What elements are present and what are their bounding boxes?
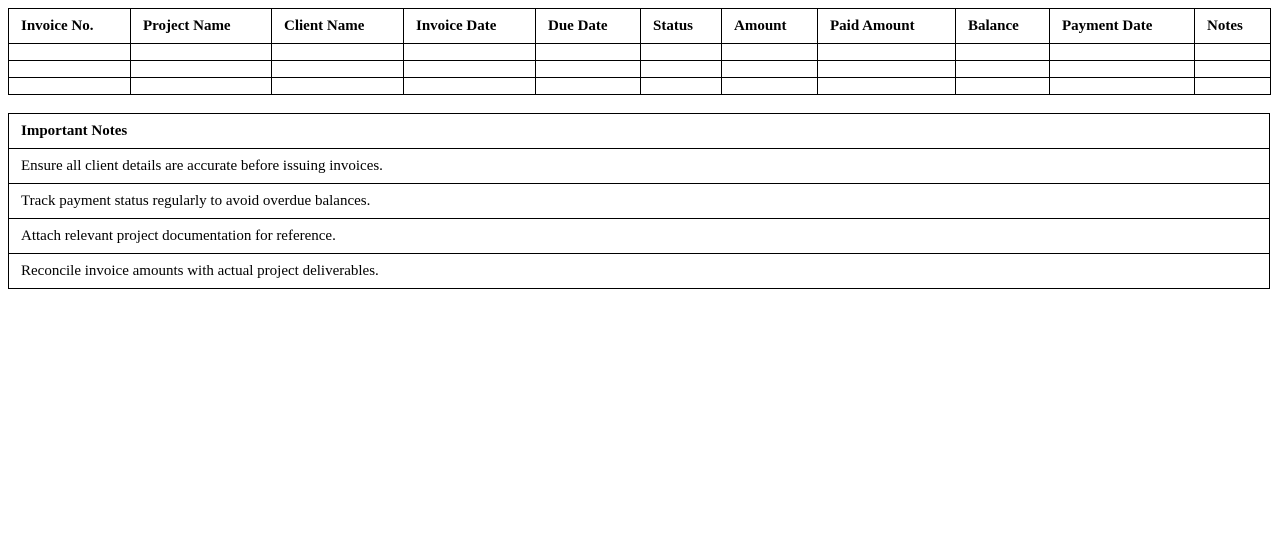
table-cell[interactable] <box>1050 61 1195 78</box>
important-notes-table <box>8 113 1270 289</box>
table-cell[interactable] <box>1195 44 1271 61</box>
table-cell[interactable] <box>536 44 641 61</box>
table-row <box>9 78 1271 95</box>
list-item <box>9 254 1270 289</box>
table-cell[interactable] <box>956 44 1050 61</box>
table-cell[interactable] <box>536 78 641 95</box>
page-content <box>8 8 1270 289</box>
table-cell[interactable] <box>131 78 272 95</box>
table-cell[interactable] <box>9 44 131 61</box>
column-header-status: Status <box>641 9 722 44</box>
table-cell[interactable] <box>1195 61 1271 78</box>
notes-title: Important Notes <box>9 114 1270 149</box>
table-cell[interactable] <box>641 78 722 95</box>
column-header-invoice-no: Invoice No. <box>9 9 131 44</box>
column-header-project-name: Project Name <box>131 9 272 44</box>
note-text: Track payment status regularly to avoid overdue balances. <box>9 184 1270 219</box>
table-cell[interactable] <box>818 44 956 61</box>
table-cell[interactable] <box>1050 78 1195 95</box>
table-cell[interactable] <box>818 61 956 78</box>
table-cell[interactable] <box>404 61 536 78</box>
invoice-table <box>8 8 1271 95</box>
column-header-payment-date: Payment Date <box>1050 9 1195 44</box>
list-item <box>9 184 1270 219</box>
table-cell[interactable] <box>722 61 818 78</box>
table-cell[interactable] <box>404 78 536 95</box>
table-cell[interactable] <box>1195 78 1271 95</box>
table-cell[interactable] <box>404 44 536 61</box>
table-cell[interactable] <box>641 44 722 61</box>
note-text: Reconcile invoice amounts with actual project deliverables. <box>9 254 1270 289</box>
column-header-invoice-date: Invoice Date <box>404 9 536 44</box>
table-cell[interactable] <box>131 44 272 61</box>
table-cell[interactable] <box>818 78 956 95</box>
column-header-client-name: Client Name <box>272 9 404 44</box>
table-cell[interactable] <box>9 61 131 78</box>
note-text: Attach relevant project documentation for reference. <box>9 219 1270 254</box>
table-cell[interactable] <box>956 61 1050 78</box>
column-header-due-date: Due Date <box>536 9 641 44</box>
table-cell[interactable] <box>131 61 272 78</box>
table-cell[interactable] <box>272 78 404 95</box>
column-header-notes: Notes <box>1195 9 1271 44</box>
list-item <box>9 219 1270 254</box>
table-cell[interactable] <box>272 44 404 61</box>
table-cell[interactable] <box>956 78 1050 95</box>
table-row <box>9 44 1271 61</box>
invoice-table-header-row <box>9 9 1271 44</box>
column-header-balance: Balance <box>956 9 1050 44</box>
list-item <box>9 149 1270 184</box>
column-header-amount: Amount <box>722 9 818 44</box>
column-header-paid-amount: Paid Amount <box>818 9 956 44</box>
table-cell[interactable] <box>722 78 818 95</box>
table-cell[interactable] <box>1050 44 1195 61</box>
table-cell[interactable] <box>641 61 722 78</box>
note-text: Ensure all client details are accurate before issuing invoices. <box>9 149 1270 184</box>
table-cell[interactable] <box>9 78 131 95</box>
table-row <box>9 61 1271 78</box>
table-cell[interactable] <box>536 61 641 78</box>
table-cell[interactable] <box>272 61 404 78</box>
notes-header-row <box>9 114 1270 149</box>
table-cell[interactable] <box>722 44 818 61</box>
